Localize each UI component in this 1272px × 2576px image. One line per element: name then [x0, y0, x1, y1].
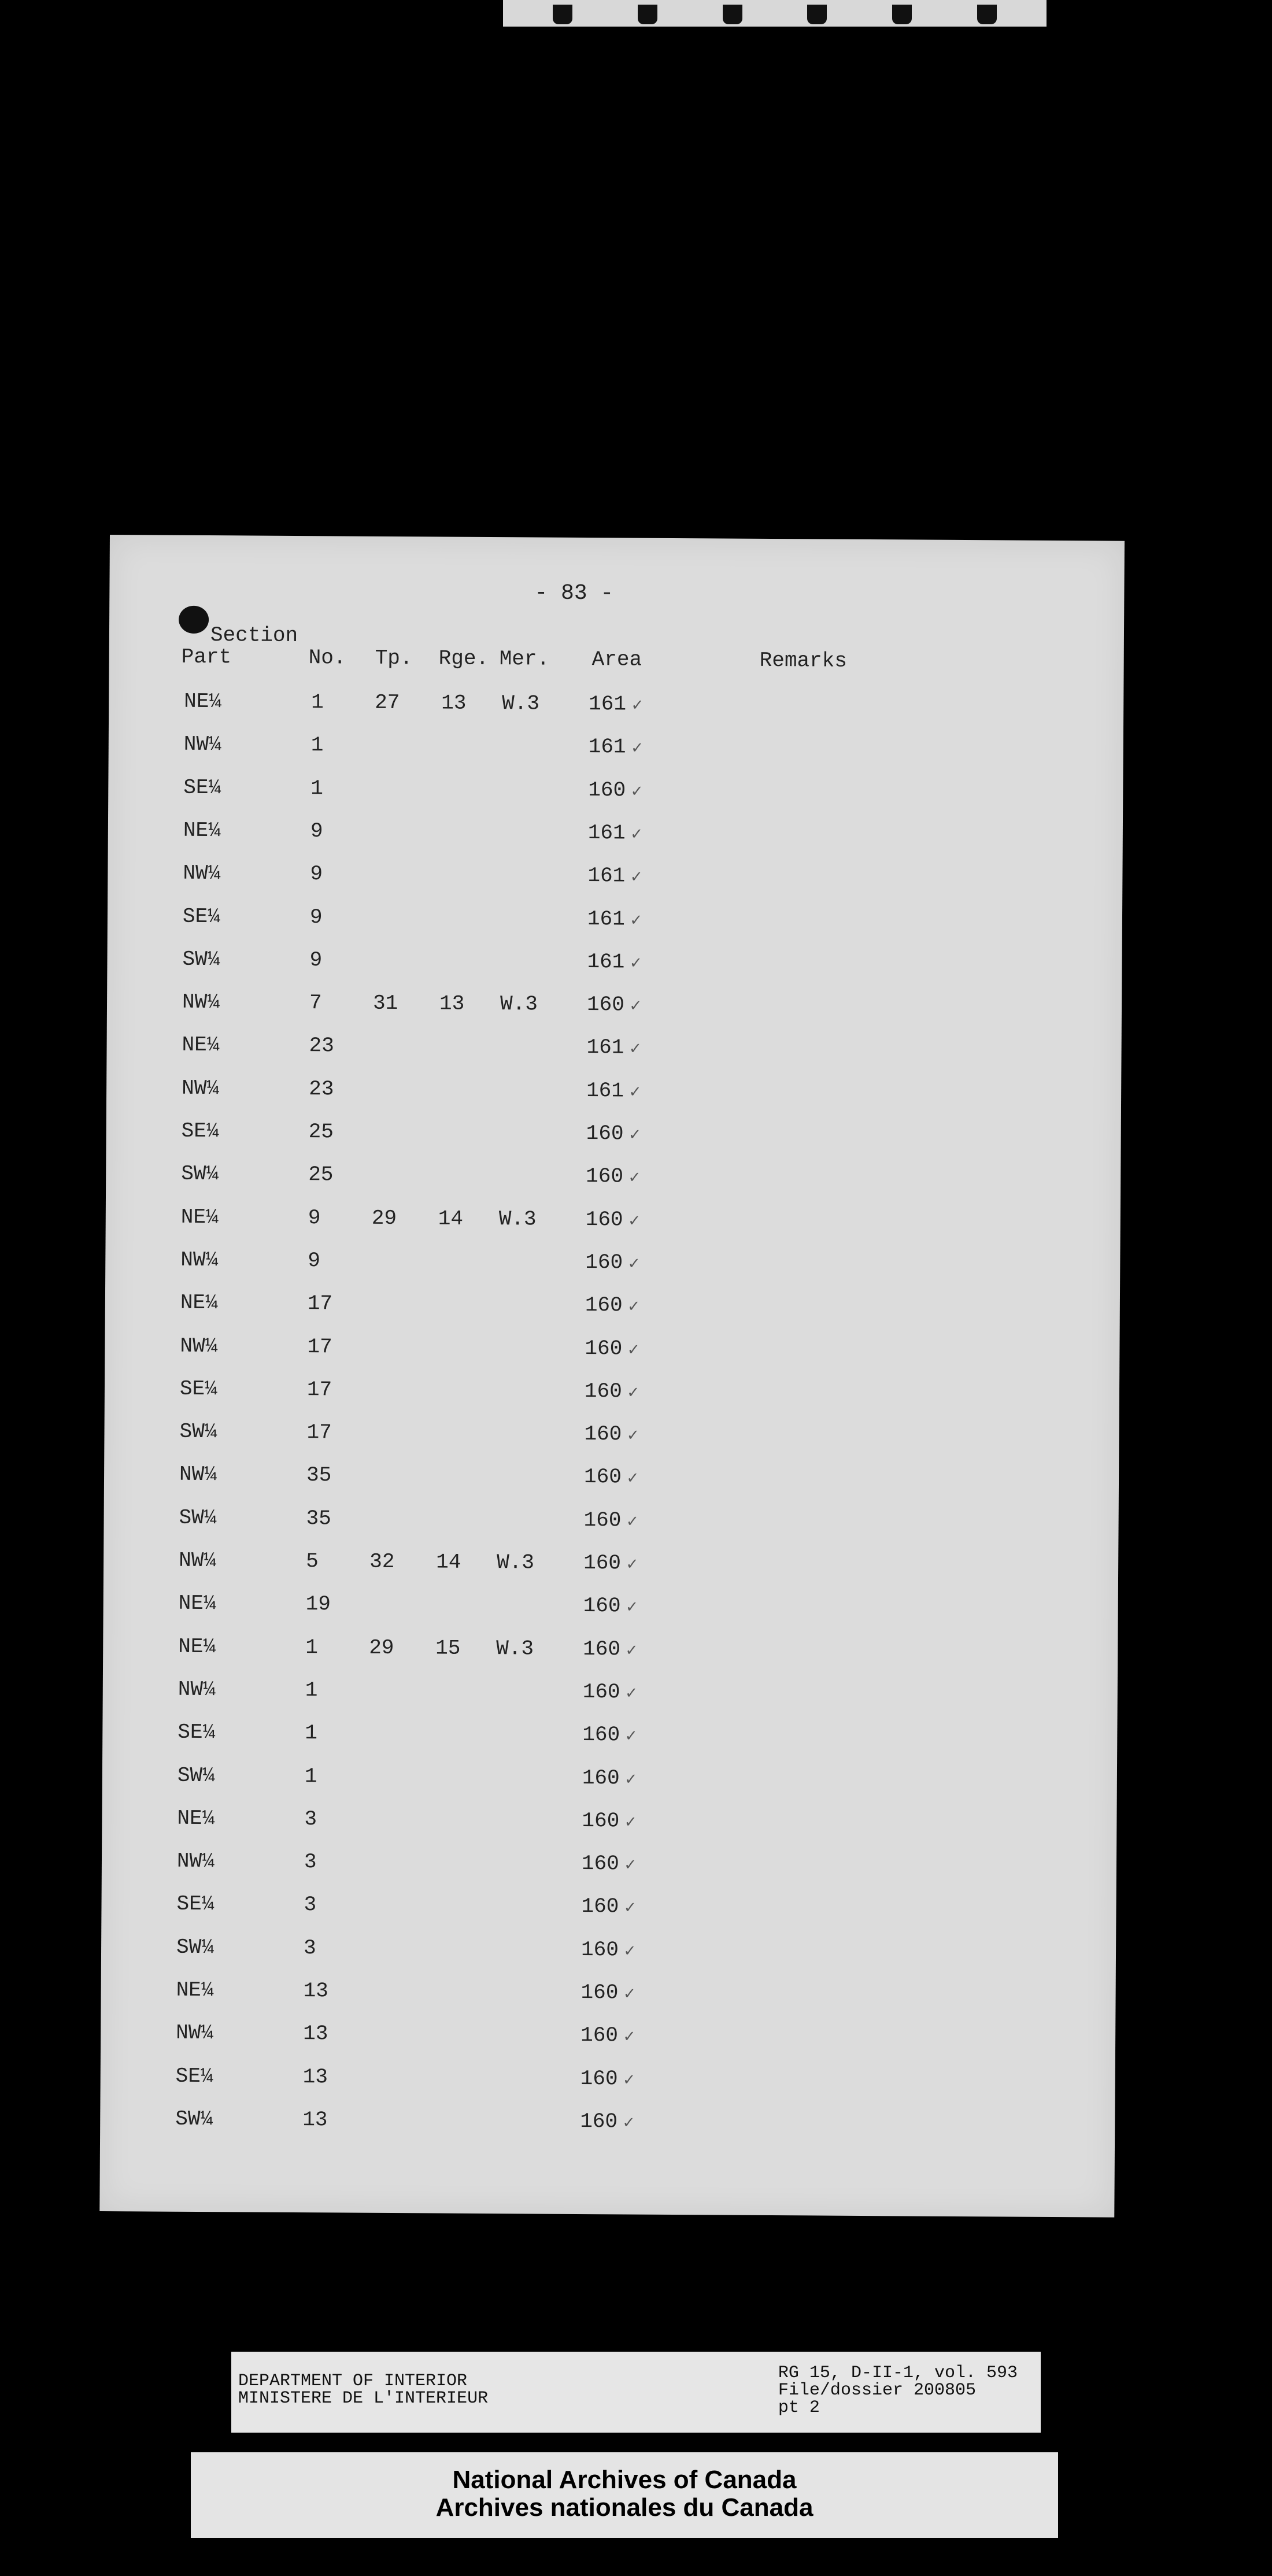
cell-section-no: 7: [309, 991, 322, 1015]
cell-range: 13: [441, 691, 467, 715]
table-row: [100, 2107, 1115, 2156]
cell-township: 27: [375, 690, 400, 715]
cell-area: 160: [585, 1293, 623, 1317]
cell-section-no: 17: [306, 1378, 332, 1402]
file-dossier-number: File/dossier 200805: [778, 2381, 976, 2400]
check-mark-icon: ✓: [630, 1083, 641, 1103]
cell-area: 160: [583, 1465, 622, 1489]
cell-section-no: 23: [309, 1077, 334, 1101]
cell-section-no: 1: [304, 1764, 317, 1789]
cell-section-no: 3: [303, 1936, 316, 1960]
cell-part: NE¼: [178, 1591, 216, 1616]
cell-section-no: 9: [310, 819, 323, 843]
cell-part: SW¼: [176, 1935, 215, 1960]
cell-meridian: W.3: [497, 1550, 535, 1575]
table-row: [108, 818, 1123, 867]
cell-section-no: 25: [308, 1163, 334, 1187]
header-part: Part: [181, 645, 232, 669]
check-mark-icon: ✓: [624, 1985, 635, 2005]
cell-township: 32: [369, 1549, 395, 1574]
check-mark-icon: ✓: [631, 868, 642, 888]
archives-name-en: National Archives of Canada: [452, 2466, 797, 2494]
cell-area: 161: [586, 1079, 624, 1103]
cell-meridian: W.3: [502, 691, 540, 716]
header-remarks: Remarks: [759, 648, 848, 673]
cell-section-no: 5: [306, 1549, 319, 1574]
cell-part: NE¼: [183, 818, 221, 843]
film-perforation: [638, 5, 657, 24]
table-row: [101, 2020, 1115, 2070]
cell-section-no: 23: [309, 1034, 334, 1058]
table-row: [101, 1935, 1116, 1984]
table-row: [100, 2064, 1115, 2113]
check-mark-icon: ✓: [626, 1727, 637, 1747]
check-mark-icon: ✓: [626, 1684, 637, 1704]
cell-section-no: 17: [306, 1420, 332, 1445]
cell-section-no: 3: [304, 1893, 317, 1917]
table-row: [105, 1205, 1120, 1254]
film-perforation: [553, 5, 572, 24]
record-group-reference: RG 15, D-II-1, vol. 593: [778, 2363, 1018, 2383]
cell-part: SW¼: [182, 947, 220, 972]
cell-part: NW¼: [182, 990, 220, 1015]
check-mark-icon: ✓: [630, 954, 641, 974]
table-row: [106, 1119, 1121, 1168]
cell-part: SE¼: [176, 1892, 215, 1916]
check-mark-icon: ✓: [625, 1813, 636, 1833]
cell-section-no: 25: [308, 1120, 334, 1144]
cell-section-no: 35: [306, 1507, 331, 1531]
table-row: [106, 1076, 1121, 1125]
cell-area: 160: [582, 1723, 620, 1747]
table-row: [104, 1462, 1119, 1511]
table-row: [108, 861, 1122, 910]
table-row: [101, 1892, 1116, 1941]
cell-part: SW¼: [179, 1419, 217, 1444]
cell-part: NE¼: [182, 1032, 220, 1057]
cell-area: 160: [580, 2023, 619, 2048]
table-row: [107, 990, 1122, 1039]
cell-area: 160: [581, 1852, 619, 1876]
cell-meridian: W.3: [496, 1637, 534, 1661]
check-mark-icon: ✓: [627, 1383, 639, 1404]
table-row: [102, 1763, 1117, 1812]
department-name-fr: MINISTERE DE L'INTERIEUR: [238, 2389, 489, 2408]
cell-range: 15: [435, 1636, 461, 1660]
check-mark-icon: ✓: [626, 1598, 637, 1618]
check-mark-icon: ✓: [623, 2114, 634, 2134]
table-row: [105, 1376, 1119, 1426]
cell-area: 160: [586, 1164, 624, 1189]
cell-area: 161: [587, 950, 625, 974]
cell-part: SW¼: [179, 1505, 217, 1530]
check-mark-icon: ✓: [624, 1856, 636, 1876]
check-mark-icon: ✓: [629, 1168, 640, 1189]
check-mark-icon: ✓: [631, 782, 642, 802]
table-row: [107, 947, 1122, 996]
film-perforation: [892, 5, 912, 24]
table-row: [104, 1419, 1119, 1468]
cell-part: NW¼: [183, 732, 221, 757]
cell-part: SE¼: [182, 904, 220, 929]
cell-area: 160: [584, 1379, 622, 1404]
table-row: [106, 1161, 1121, 1211]
cell-part: NW¼: [178, 1677, 216, 1702]
cell-area: 160: [582, 1680, 620, 1704]
cell-area: 160: [585, 1337, 623, 1361]
table-row: [102, 1806, 1116, 1855]
table-row: [102, 1677, 1117, 1726]
cell-area: 161: [586, 1035, 624, 1060]
cell-area: 160: [583, 1551, 622, 1575]
archives-name-fr: Archives nationales du Canada: [435, 2493, 814, 2522]
cell-part: NE¼: [176, 1978, 214, 2003]
cell-area: 160: [582, 1766, 620, 1790]
header-rge: Rge.: [438, 646, 489, 671]
cell-section-no: 13: [302, 2108, 328, 2132]
part-number: pt 2: [778, 2398, 820, 2418]
cell-section-no: 9: [309, 948, 323, 972]
cell-part: SE¼: [179, 1376, 217, 1401]
header-mer: Mer.: [499, 647, 550, 671]
cell-part: NW¼: [183, 861, 221, 886]
cell-section-no: 3: [304, 1807, 317, 1831]
table-row: [105, 1334, 1119, 1383]
cell-range: 14: [438, 1206, 464, 1231]
table-row: [103, 1634, 1118, 1683]
cell-section-no: 19: [305, 1592, 331, 1616]
cell-area: 160: [580, 2067, 618, 2091]
cell-part: NE¼: [178, 1634, 216, 1659]
check-mark-icon: ✓: [626, 1641, 637, 1661]
header-no: No.: [308, 646, 346, 670]
check-mark-icon: ✓: [628, 1341, 639, 1361]
cell-area: 160: [584, 1422, 622, 1446]
cell-part: NW¼: [179, 1548, 217, 1573]
film-perforation: [723, 5, 742, 24]
film-perforation: [977, 5, 997, 24]
document-page: [99, 535, 1125, 2218]
cell-area: 161: [587, 864, 626, 888]
check-mark-icon: ✓: [627, 1512, 638, 1533]
cell-area: 161: [587, 907, 625, 931]
archives-banner: [191, 2452, 1058, 2538]
cell-area: 160: [585, 1208, 623, 1232]
table-row: [108, 904, 1122, 953]
cell-section-no: 9: [309, 905, 323, 930]
cell-part: NW¼: [176, 1849, 215, 1874]
check-mark-icon: ✓: [628, 1297, 639, 1317]
cell-section-no: 9: [308, 1206, 321, 1230]
cell-section-no: 13: [303, 2022, 328, 2046]
table-row: [105, 1248, 1120, 1297]
cell-part: NW¼: [176, 2020, 214, 2045]
table-row: [109, 689, 1123, 738]
table-row: [103, 1505, 1118, 1555]
cell-part: SE¼: [183, 775, 221, 800]
check-mark-icon: ✓: [627, 1426, 638, 1446]
check-mark-icon: ✓: [623, 2071, 634, 2091]
check-mark-icon: ✓: [630, 1039, 641, 1060]
check-mark-icon: ✓: [628, 1254, 639, 1275]
cell-section-no: 9: [308, 1249, 321, 1273]
cell-area: 160: [583, 1508, 622, 1533]
cell-area: 160: [582, 1809, 620, 1833]
check-mark-icon: ✓: [631, 739, 642, 759]
cell-part: NE¼: [180, 1290, 218, 1315]
check-mark-icon: ✓: [630, 911, 642, 931]
cell-section-no: 1: [305, 1678, 318, 1702]
cell-area: 161: [589, 692, 627, 716]
cell-section-no: 17: [307, 1291, 333, 1316]
check-mark-icon: ✓: [632, 696, 643, 716]
cell-section-no: 1: [305, 1635, 318, 1660]
department-name-en: DEPARTMENT OF INTERIOR: [238, 2371, 468, 2391]
cell-area: 160: [585, 1250, 623, 1275]
cell-part: NW¼: [180, 1334, 218, 1359]
check-mark-icon: ✓: [624, 2027, 635, 2048]
table-row: [103, 1591, 1118, 1640]
cell-part: NE¼: [180, 1205, 219, 1230]
cell-part: SE¼: [181, 1119, 219, 1143]
cell-section-no: 17: [307, 1335, 332, 1359]
cell-township: 31: [372, 991, 398, 1016]
check-mark-icon: ✓: [624, 1942, 635, 1962]
header-area: Area: [591, 647, 642, 672]
film-perforation: [807, 5, 827, 24]
cell-area: 161: [588, 735, 626, 759]
table-row: [103, 1548, 1118, 1597]
table-row: [108, 732, 1123, 781]
cell-part: SW¼: [175, 2107, 213, 2131]
cell-township: 29: [371, 1206, 397, 1231]
cell-township: 29: [369, 1635, 394, 1660]
cell-part: NW¼: [180, 1248, 219, 1272]
cell-meridian: W.3: [498, 1207, 537, 1231]
check-mark-icon: ✓: [624, 1898, 635, 1919]
cell-range: 13: [439, 991, 465, 1016]
punch-hole: [179, 606, 209, 634]
film-strip-header: [503, 0, 1047, 27]
cell-part: NW¼: [179, 1462, 217, 1487]
check-mark-icon: ✓: [630, 997, 641, 1017]
cell-part: NE¼: [177, 1806, 215, 1831]
cell-range: 14: [436, 1550, 461, 1574]
cell-section-no: 13: [303, 1979, 328, 2003]
cell-section-no: 35: [306, 1463, 332, 1487]
cell-meridian: W.3: [500, 992, 538, 1016]
cell-area: 160: [580, 1981, 619, 2005]
cell-section-no: 1: [310, 733, 324, 757]
cell-area: 160: [580, 1938, 619, 1962]
cell-area: 160: [586, 1122, 624, 1146]
check-mark-icon: ✓: [625, 1770, 637, 1790]
cell-part: SE¼: [175, 2064, 213, 2089]
cell-area: 160: [580, 2109, 618, 2134]
cell-area: 160: [581, 1894, 619, 1919]
cell-part: SW¼: [181, 1161, 219, 1186]
cell-area: 160: [586, 993, 624, 1017]
cell-area: 160: [583, 1594, 621, 1618]
header-tp: Tp.: [375, 646, 413, 671]
cell-section-no: 13: [302, 2065, 328, 2089]
cell-section-no: 1: [310, 776, 324, 801]
header-section: Section: [210, 623, 298, 647]
check-mark-icon: ✓: [627, 1555, 638, 1575]
cell-section-no: 1: [311, 690, 324, 715]
table-row: [108, 775, 1123, 824]
cell-area: 160: [588, 778, 626, 802]
cell-section-no: 3: [304, 1850, 317, 1874]
cell-part: SE¼: [178, 1720, 216, 1745]
cell-section-no: 1: [305, 1721, 318, 1745]
cell-section-no: 9: [310, 862, 323, 886]
cell-area: 161: [587, 821, 626, 845]
check-mark-icon: ✓: [627, 1469, 638, 1489]
cell-area: 160: [583, 1637, 621, 1661]
check-mark-icon: ✓: [631, 825, 642, 845]
check-mark-icon: ✓: [628, 1212, 639, 1232]
table-row: [102, 1849, 1116, 1898]
cell-part: NW¼: [182, 1076, 220, 1101]
table-row: [101, 1978, 1115, 2027]
table-row: [106, 1032, 1121, 1082]
table-row: [105, 1290, 1120, 1339]
table-row: [102, 1720, 1117, 1769]
page-number: - 83 -: [534, 580, 614, 606]
check-mark-icon: ✓: [629, 1126, 640, 1146]
archive-reference-label: [231, 2352, 1041, 2433]
cell-part: NE¼: [184, 689, 222, 714]
cell-part: SW¼: [177, 1763, 215, 1788]
